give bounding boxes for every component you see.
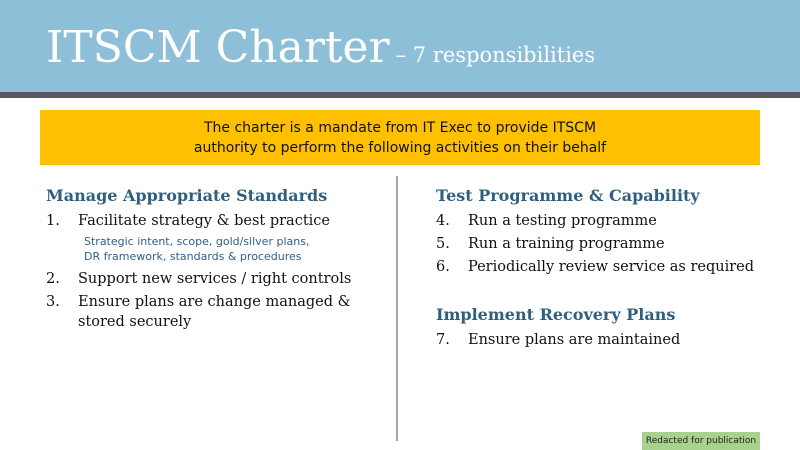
item-number: 1.: [46, 213, 60, 229]
item-text: Facilitate strategy & best practice: [78, 213, 330, 229]
item-number: 2.: [46, 271, 60, 287]
item-text: Ensure plans are change managed &: [78, 294, 351, 310]
left-column: [46, 186, 386, 335]
item-number: 3.: [46, 294, 60, 310]
mandate-banner: [40, 110, 760, 165]
title-subtitle: – 7 responsibilities: [395, 43, 596, 67]
item-number: 6.: [436, 259, 450, 275]
title-underline: [0, 92, 800, 98]
heading-recovery-plans: Implement Recovery Plans: [436, 305, 676, 324]
list-item: [436, 234, 786, 254]
item-number: 5.: [436, 236, 450, 252]
column-divider: [396, 176, 398, 441]
item-text: Periodically review service as required: [468, 259, 755, 275]
item-text: Ensure plans are maintained: [468, 332, 681, 348]
banner-line-2: authority to perform the following activities on their behalf: [193, 139, 607, 156]
item-text-continued: stored securely: [78, 314, 192, 330]
item-text: Run a testing programme: [468, 213, 657, 229]
sub-note: [84, 234, 386, 264]
sub-note-line-1: Strategic intent, scope, gold/silver plans,: [84, 235, 310, 248]
redacted-badge: Redacted for publication: [642, 432, 760, 450]
heading-manage-standards: Manage Appropriate Standards: [46, 186, 328, 205]
list-item: [436, 211, 786, 231]
list-item: [46, 269, 386, 289]
list-item: [436, 330, 786, 350]
item-text: Support new services / right controls: [78, 271, 352, 287]
heading-test-programme: Test Programme & Capability: [436, 186, 700, 205]
page-title: [46, 22, 595, 73]
list-item: [46, 292, 386, 332]
list-item: [436, 257, 786, 277]
sub-note-line-2: DR framework, standards & procedures: [84, 250, 302, 263]
banner-line-1: The charter is a mandate from IT Exec to provide ITSCM: [203, 119, 597, 136]
item-number: 4.: [436, 213, 450, 229]
title-main: ITSCM Charter: [46, 22, 390, 73]
right-column: [436, 186, 786, 353]
item-number: 7.: [436, 332, 450, 348]
list-item: [46, 211, 386, 231]
item-text: Run a training programme: [468, 236, 665, 252]
